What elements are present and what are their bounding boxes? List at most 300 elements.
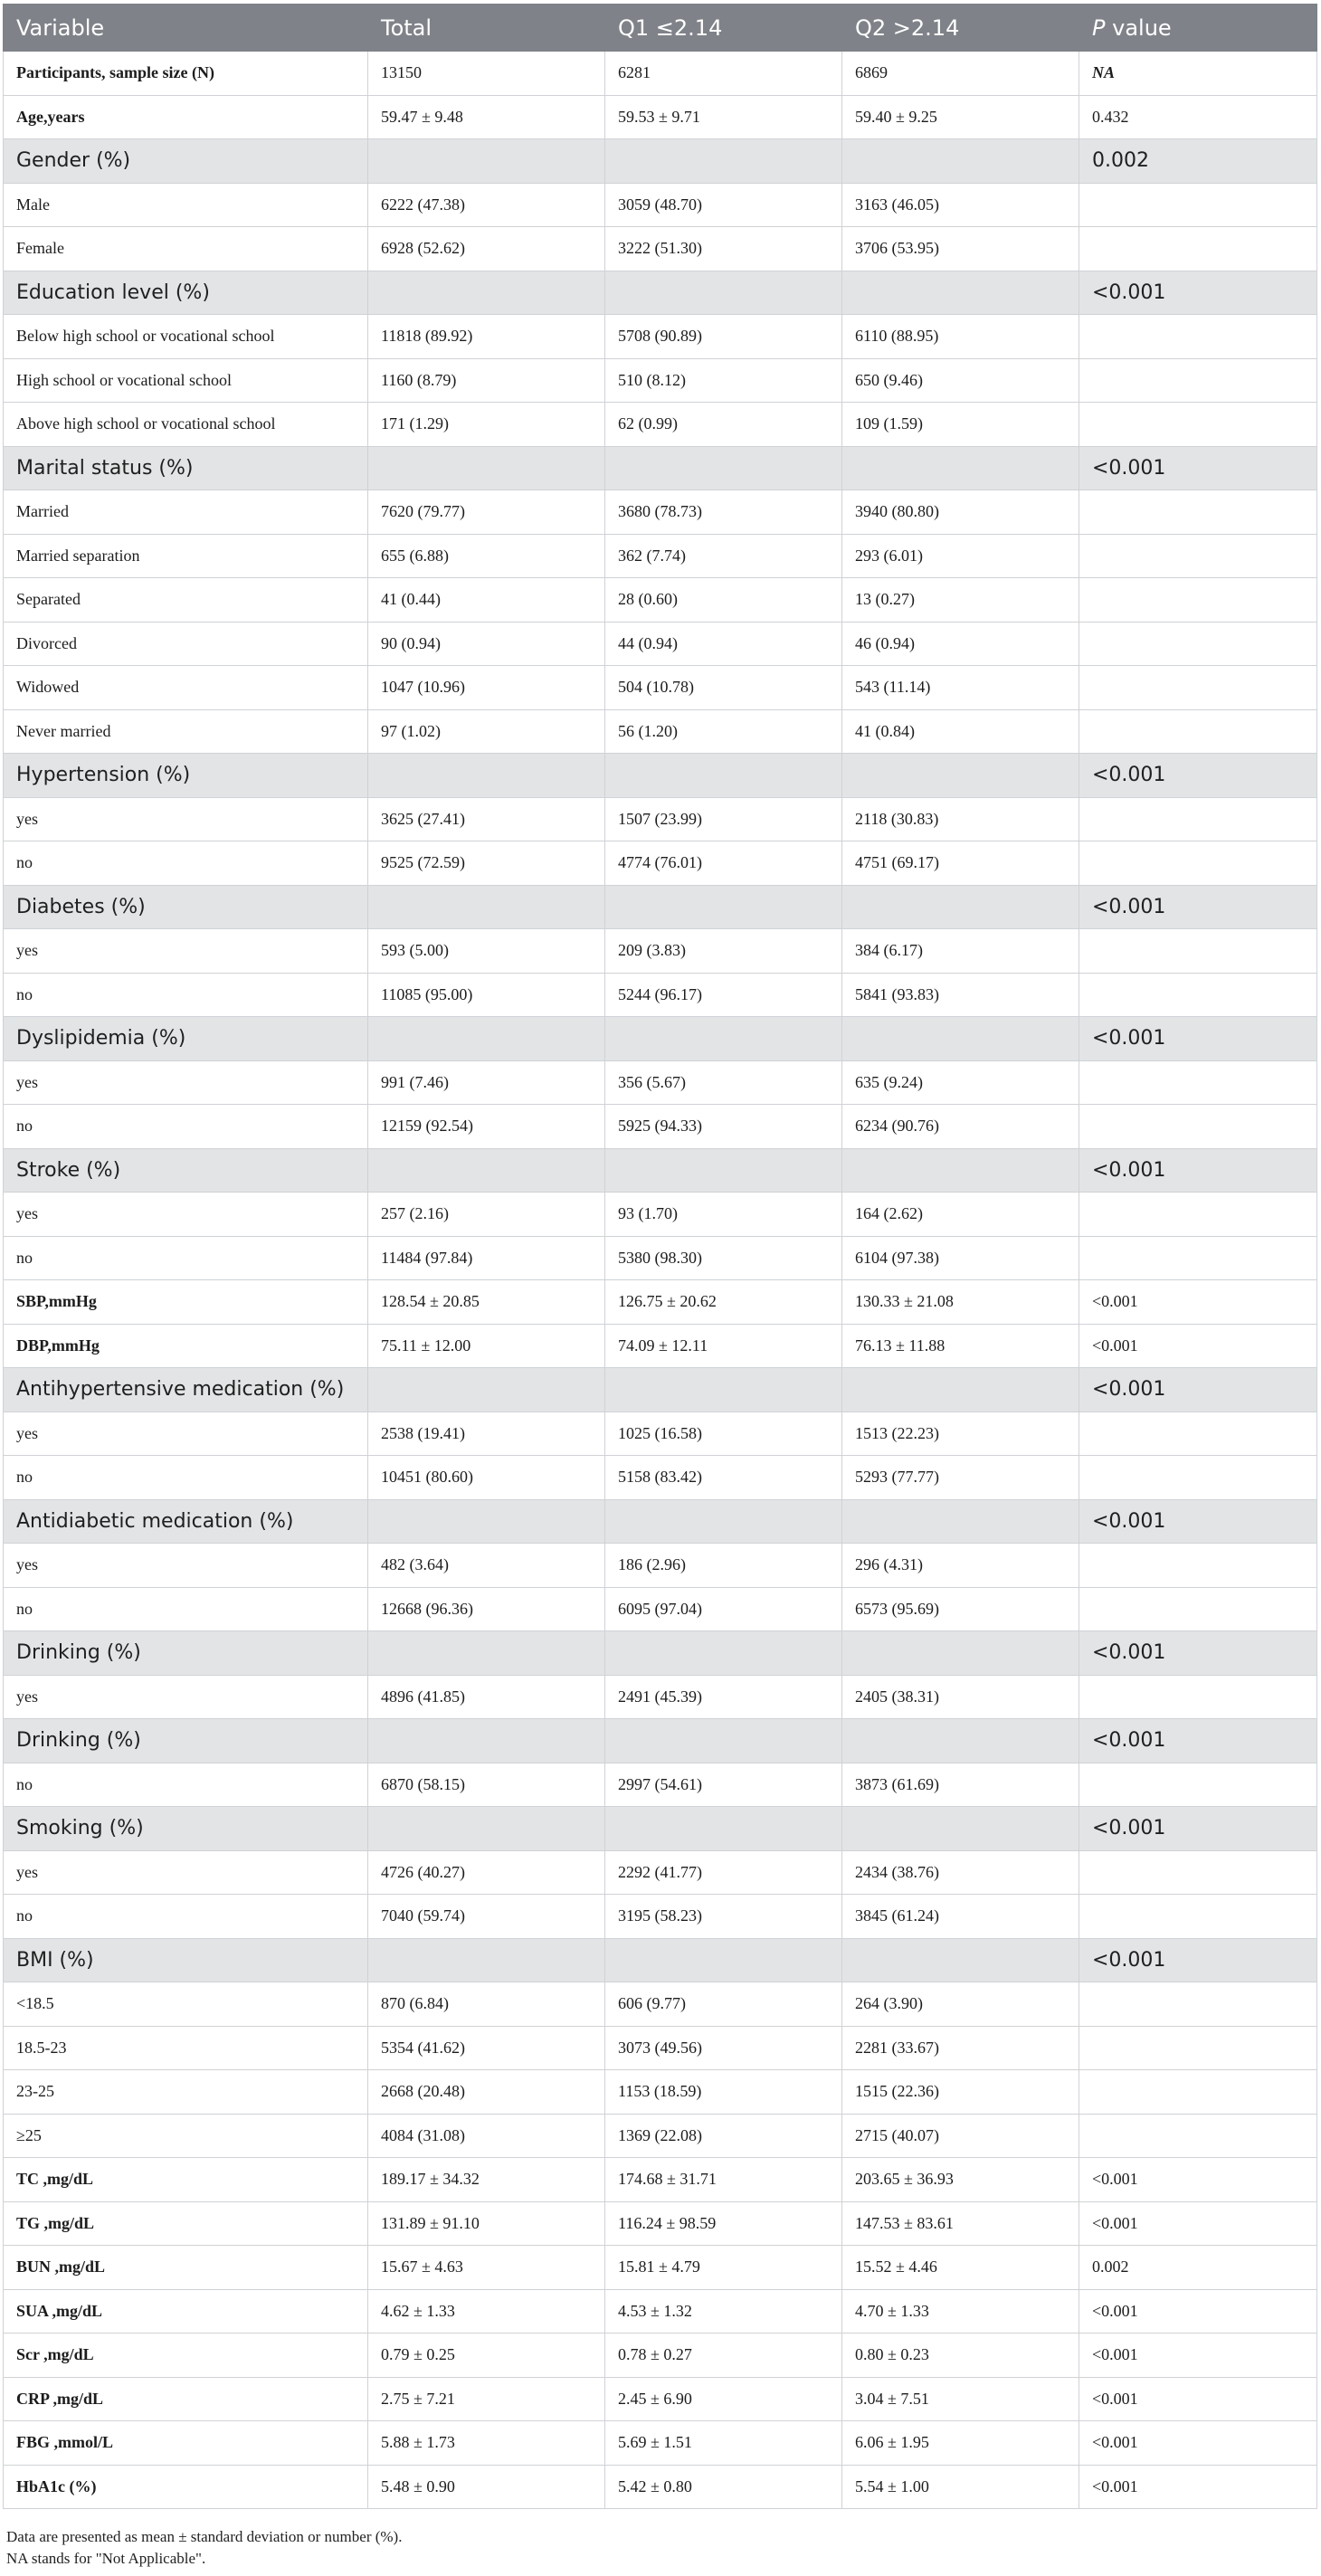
cell-q2: 4.70 ± 1.33	[842, 2289, 1079, 2334]
table-row	[4, 2246, 1317, 2290]
row-label: no	[4, 1105, 368, 1149]
cell-q2: 109 (1.59)	[842, 403, 1079, 447]
cell-total: 2.75 ± 7.21	[368, 2377, 605, 2421]
cell-q2: 6573 (95.69)	[842, 1587, 1079, 1631]
cell-total	[368, 1938, 605, 1982]
row-label: Stroke (%)	[4, 1148, 368, 1193]
cell-total: 189.17 ± 34.32	[368, 2158, 605, 2202]
cell-q1: 3222 (51.30)	[605, 227, 842, 271]
table-row	[4, 358, 1317, 403]
cell-p-value	[1079, 1456, 1317, 1500]
cell-q2	[842, 1631, 1079, 1676]
cell-q1: 5.69 ± 1.51	[605, 2421, 842, 2466]
cell-q1: 6281	[605, 52, 842, 96]
cell-q1: 5925 (94.33)	[605, 1105, 842, 1149]
cell-total: 13150	[368, 52, 605, 96]
cell-q1: 186 (2.96)	[605, 1544, 842, 1588]
row-label: yes	[4, 1544, 368, 1588]
table-row	[4, 1982, 1317, 2027]
cell-p-value: <0.001	[1079, 754, 1317, 798]
cell-q2: 41 (0.84)	[842, 709, 1079, 754]
cell-p-value	[1079, 973, 1317, 1017]
table-row	[4, 2334, 1317, 2378]
cell-total: 131.89 ± 91.10	[368, 2201, 605, 2246]
cell-q1: 28 (0.60)	[605, 578, 842, 623]
cell-total: 1047 (10.96)	[368, 666, 605, 710]
cell-p-value	[1079, 1412, 1317, 1456]
cell-p-value	[1079, 183, 1317, 227]
row-label: Gender (%)	[4, 139, 368, 184]
cell-q1	[605, 446, 842, 490]
cell-p-value	[1079, 2070, 1317, 2115]
cell-q2: 384 (6.17)	[842, 929, 1079, 974]
cell-p-value	[1079, 315, 1317, 359]
cell-q2: 296 (4.31)	[842, 1544, 1079, 1588]
cell-q2: 76.13 ± 11.88	[842, 1324, 1079, 1368]
table-row	[4, 666, 1317, 710]
section-row	[4, 1631, 1317, 1676]
header-variable: Variable	[4, 5, 368, 52]
section-row	[4, 1719, 1317, 1763]
cell-total: 2538 (19.41)	[368, 1412, 605, 1456]
cell-q1: 606 (9.77)	[605, 1982, 842, 2027]
cell-total: 9525 (72.59)	[368, 841, 605, 886]
row-label: 23-25	[4, 2070, 368, 2115]
cell-total	[368, 1499, 605, 1544]
table-row	[4, 1675, 1317, 1719]
cell-p-value: <0.001	[1079, 1631, 1317, 1676]
table-row	[4, 490, 1317, 535]
cell-p-value	[1079, 1982, 1317, 2027]
cell-q1: 2.45 ± 6.90	[605, 2377, 842, 2421]
table-row	[4, 797, 1317, 841]
row-label: TC ,mg/dL	[4, 2158, 368, 2202]
table-row	[4, 622, 1317, 666]
cell-p-value	[1079, 403, 1317, 447]
row-label: Married	[4, 490, 368, 535]
row-label: no	[4, 1895, 368, 1939]
row-label: Separated	[4, 578, 368, 623]
cell-total	[368, 754, 605, 798]
cell-p-value	[1079, 797, 1317, 841]
cell-p-value: <0.001	[1079, 1148, 1317, 1193]
table-row	[4, 709, 1317, 754]
cell-q1: 1025 (16.58)	[605, 1412, 842, 1456]
cell-q2	[842, 1807, 1079, 1851]
cell-q2: 6234 (90.76)	[842, 1105, 1079, 1149]
row-label: Female	[4, 227, 368, 271]
cell-total: 5.88 ± 1.73	[368, 2421, 605, 2466]
cell-q1	[605, 754, 842, 798]
row-label: no	[4, 1763, 368, 1807]
cell-p-value: <0.001	[1079, 2334, 1317, 2378]
table-row	[4, 2289, 1317, 2334]
cell-total: 0.79 ± 0.25	[368, 2334, 605, 2378]
row-label: BUN ,mg/dL	[4, 2246, 368, 2290]
header-p-value	[1079, 5, 1317, 52]
cell-q2	[842, 271, 1079, 315]
row-label: no	[4, 1456, 368, 1500]
cell-q1: 4774 (76.01)	[605, 841, 842, 886]
section-row	[4, 139, 1317, 184]
cell-total: 97 (1.02)	[368, 709, 605, 754]
cell-total: 6870 (58.15)	[368, 1763, 605, 1807]
cell-q1: 174.68 ± 31.71	[605, 2158, 842, 2202]
table-row	[4, 95, 1317, 139]
cell-total: 12159 (92.54)	[368, 1105, 605, 1149]
cell-q1: 3073 (49.56)	[605, 2026, 842, 2070]
cell-q2	[842, 1499, 1079, 1544]
cell-p-value	[1079, 929, 1317, 974]
row-label: Married separation	[4, 534, 368, 578]
cell-q2: 6869	[842, 52, 1079, 96]
cell-p-value	[1079, 709, 1317, 754]
table-row	[4, 2465, 1317, 2509]
cell-total: 870 (6.84)	[368, 1982, 605, 2027]
table-row	[4, 973, 1317, 1017]
cell-q2: 59.40 ± 9.25	[842, 95, 1079, 139]
cell-p-value	[1079, 1193, 1317, 1237]
section-row	[4, 446, 1317, 490]
table-body	[4, 52, 1317, 2509]
cell-total: 593 (5.00)	[368, 929, 605, 974]
row-label: Marital status (%)	[4, 446, 368, 490]
cell-p-value	[1079, 1060, 1317, 1105]
cell-p-value: 0.002	[1079, 2246, 1317, 2290]
cell-q2: 264 (3.90)	[842, 1982, 1079, 2027]
cell-p-value	[1079, 841, 1317, 886]
cell-q1	[605, 1148, 842, 1193]
cell-q2: 0.80 ± 0.23	[842, 2334, 1079, 2378]
baseline-table-container	[3, 4, 1316, 2509]
header-q2: Q2 >2.14	[842, 5, 1079, 52]
cell-q2: 3.04 ± 7.51	[842, 2377, 1079, 2421]
cell-total	[368, 139, 605, 184]
cell-q1: 93 (1.70)	[605, 1193, 842, 1237]
cell-q1	[605, 1938, 842, 1982]
row-label: SUA ,mg/dL	[4, 2289, 368, 2334]
cell-q1: 3680 (78.73)	[605, 490, 842, 535]
cell-q1: 3195 (58.23)	[605, 1895, 842, 1939]
cell-total: 482 (3.64)	[368, 1544, 605, 1588]
cell-q2: 130.33 ± 21.08	[842, 1280, 1079, 1325]
cell-q2: 3163 (46.05)	[842, 183, 1079, 227]
table-row	[4, 315, 1317, 359]
cell-p-value: <0.001	[1079, 2289, 1317, 2334]
cell-p-value: NA	[1079, 52, 1317, 96]
section-row	[4, 754, 1317, 798]
cell-total: 41 (0.44)	[368, 578, 605, 623]
cell-q1: 1507 (23.99)	[605, 797, 842, 841]
cell-total	[368, 1719, 605, 1763]
cell-total: 4084 (31.08)	[368, 2114, 605, 2158]
cell-p-value	[1079, 2026, 1317, 2070]
cell-q2: 4751 (69.17)	[842, 841, 1079, 886]
cell-q1: 1153 (18.59)	[605, 2070, 842, 2115]
cell-p-value	[1079, 2114, 1317, 2158]
row-label: yes	[4, 1193, 368, 1237]
cell-total: 257 (2.16)	[368, 1193, 605, 1237]
cell-q2	[842, 139, 1079, 184]
cell-q2: 164 (2.62)	[842, 1193, 1079, 1237]
row-label: TG ,mg/dL	[4, 2201, 368, 2246]
table-row	[4, 2201, 1317, 2246]
cell-q1: 6095 (97.04)	[605, 1587, 842, 1631]
cell-q1: 510 (8.12)	[605, 358, 842, 403]
table-row	[4, 2421, 1317, 2466]
cell-q2: 1515 (22.36)	[842, 2070, 1079, 2115]
cell-q1	[605, 1017, 842, 1061]
table-row	[4, 1193, 1317, 1237]
cell-q2: 147.53 ± 83.61	[842, 2201, 1079, 2246]
cell-q2: 650 (9.46)	[842, 358, 1079, 403]
cell-q1: 2997 (54.61)	[605, 1763, 842, 1807]
cell-q1: 5.42 ± 0.80	[605, 2465, 842, 2509]
footnote-na-definition: NA stands for "Not Applicable".	[6, 2550, 206, 2567]
cell-q1: 1369 (22.08)	[605, 2114, 842, 2158]
row-label: Below high school or vocational school	[4, 315, 368, 359]
table-row	[4, 1280, 1317, 1325]
cell-total: 4.62 ± 1.33	[368, 2289, 605, 2334]
cell-q1	[605, 1807, 842, 1851]
row-label: Education level (%)	[4, 271, 368, 315]
row-label: HbA1c (%)	[4, 2465, 368, 2509]
cell-p-value	[1079, 1544, 1317, 1588]
cell-total: 2668 (20.48)	[368, 2070, 605, 2115]
cell-q1: 4.53 ± 1.32	[605, 2289, 842, 2334]
cell-q2: 6110 (88.95)	[842, 315, 1079, 359]
row-label: Drinking (%)	[4, 1719, 368, 1763]
cell-total: 128.54 ± 20.85	[368, 1280, 605, 1325]
cell-q2	[842, 754, 1079, 798]
cell-q2: 2715 (40.07)	[842, 2114, 1079, 2158]
cell-q1	[605, 271, 842, 315]
cell-p-value: <0.001	[1079, 1017, 1317, 1061]
cell-q2: 3706 (53.95)	[842, 227, 1079, 271]
cell-q1: 5380 (98.30)	[605, 1236, 842, 1280]
table-row	[4, 1105, 1317, 1149]
cell-q2: 543 (11.14)	[842, 666, 1079, 710]
cell-p-value: <0.001	[1079, 2201, 1317, 2246]
row-label: no	[4, 841, 368, 886]
cell-p-value: <0.001	[1079, 1280, 1317, 1325]
table-row	[4, 1895, 1317, 1939]
cell-p-value: <0.001	[1079, 1499, 1317, 1544]
cell-q2: 5293 (77.77)	[842, 1456, 1079, 1500]
table-row	[4, 403, 1317, 447]
section-row	[4, 1017, 1317, 1061]
table-row	[4, 534, 1317, 578]
cell-q2: 3940 (80.80)	[842, 490, 1079, 535]
table-row	[4, 1850, 1317, 1895]
cell-total: 6928 (52.62)	[368, 227, 605, 271]
cell-total: 7620 (79.77)	[368, 490, 605, 535]
cell-q1: 2292 (41.77)	[605, 1850, 842, 1895]
cell-total: 11818 (89.92)	[368, 315, 605, 359]
cell-p-value: <0.001	[1079, 1938, 1317, 1982]
cell-total: 4726 (40.27)	[368, 1850, 605, 1895]
table-row	[4, 1456, 1317, 1500]
row-label: yes	[4, 1675, 368, 1719]
table-row	[4, 2114, 1317, 2158]
cell-q1	[605, 139, 842, 184]
table-row	[4, 227, 1317, 271]
cell-p-value: <0.001	[1079, 885, 1317, 929]
cell-p-value: <0.001	[1079, 271, 1317, 315]
cell-p-value	[1079, 1587, 1317, 1631]
footnote-data-presentation: Data are presented as mean ± standard deviation or number (%).	[6, 2528, 403, 2545]
cell-q2: 203.65 ± 36.93	[842, 2158, 1079, 2202]
table-row	[4, 1412, 1317, 1456]
cell-p-value	[1079, 578, 1317, 623]
cell-total: 11484 (97.84)	[368, 1236, 605, 1280]
row-label: no	[4, 1587, 368, 1631]
cell-q2: 3845 (61.24)	[842, 1895, 1079, 1939]
cell-total: 90 (0.94)	[368, 622, 605, 666]
row-label: Drinking (%)	[4, 1631, 368, 1676]
cell-q1: 5708 (90.89)	[605, 315, 842, 359]
cell-p-value: <0.001	[1079, 2158, 1317, 2202]
table-row	[4, 1236, 1317, 1280]
cell-q1: 56 (1.20)	[605, 709, 842, 754]
cell-p-value	[1079, 534, 1317, 578]
cell-p-value: <0.001	[1079, 1324, 1317, 1368]
cell-total: 171 (1.29)	[368, 403, 605, 447]
row-label: Divorced	[4, 622, 368, 666]
cell-q1: 74.09 ± 12.11	[605, 1324, 842, 1368]
row-label: yes	[4, 1060, 368, 1105]
row-label: yes	[4, 1412, 368, 1456]
row-label: <18.5	[4, 1982, 368, 2027]
row-label: yes	[4, 1850, 368, 1895]
section-row	[4, 1807, 1317, 1851]
cell-p-value: 0.002	[1079, 139, 1317, 184]
cell-p-value: 0.432	[1079, 95, 1317, 139]
cell-p-value: <0.001	[1079, 2465, 1317, 2509]
table-row	[4, 1324, 1317, 1368]
cell-total	[368, 1807, 605, 1851]
table-row	[4, 929, 1317, 974]
cell-total	[368, 1631, 605, 1676]
cell-q2	[842, 1938, 1079, 1982]
row-label: DBP,mmHg	[4, 1324, 368, 1368]
row-label: Smoking (%)	[4, 1807, 368, 1851]
table-row	[4, 2158, 1317, 2202]
row-label: FBG ,mmol/L	[4, 2421, 368, 2466]
row-label: Above high school or vocational school	[4, 403, 368, 447]
row-label: BMI (%)	[4, 1938, 368, 1982]
row-label: yes	[4, 929, 368, 974]
cell-total	[368, 1017, 605, 1061]
header-p-letter: P	[1092, 14, 1106, 41]
cell-q2	[842, 446, 1079, 490]
table-row	[4, 2377, 1317, 2421]
cell-q2: 2118 (30.83)	[842, 797, 1079, 841]
section-row	[4, 1938, 1317, 1982]
cell-p-value	[1079, 1850, 1317, 1895]
table-row	[4, 2026, 1317, 2070]
row-label: Antidiabetic medication (%)	[4, 1499, 368, 1544]
table-row	[4, 2070, 1317, 2115]
row-label: Participants, sample size (N)	[4, 52, 368, 96]
cell-q2	[842, 885, 1079, 929]
section-row	[4, 1499, 1317, 1544]
section-row	[4, 885, 1317, 929]
table-row	[4, 52, 1317, 96]
cell-q1: 0.78 ± 0.27	[605, 2334, 842, 2378]
row-label: Dyslipidemia (%)	[4, 1017, 368, 1061]
row-label: CRP ,mg/dL	[4, 2377, 368, 2421]
cell-q1: 209 (3.83)	[605, 929, 842, 974]
cell-q1	[605, 1631, 842, 1676]
cell-total: 5.48 ± 0.90	[368, 2465, 605, 2509]
cell-q1: 44 (0.94)	[605, 622, 842, 666]
cell-p-value	[1079, 1105, 1317, 1149]
cell-total: 75.11 ± 12.00	[368, 1324, 605, 1368]
cell-q2: 5.54 ± 1.00	[842, 2465, 1079, 2509]
cell-p-value: <0.001	[1079, 1368, 1317, 1412]
cell-q1: 15.81 ± 4.79	[605, 2246, 842, 2290]
row-label: 18.5-23	[4, 2026, 368, 2070]
cell-p-value	[1079, 227, 1317, 271]
cell-q2: 5841 (93.83)	[842, 973, 1079, 1017]
table-row	[4, 1587, 1317, 1631]
cell-p-value	[1079, 1236, 1317, 1280]
cell-total: 11085 (95.00)	[368, 973, 605, 1017]
row-label: Age,years	[4, 95, 368, 139]
cell-p-value	[1079, 1675, 1317, 1719]
baseline-characteristics-table	[3, 4, 1317, 2509]
cell-total: 6222 (47.38)	[368, 183, 605, 227]
cell-total	[368, 1368, 605, 1412]
cell-total	[368, 885, 605, 929]
cell-q1: 2491 (45.39)	[605, 1675, 842, 1719]
cell-total: 3625 (27.41)	[368, 797, 605, 841]
cell-total: 7040 (59.74)	[368, 1895, 605, 1939]
cell-p-value	[1079, 358, 1317, 403]
cell-q1: 126.75 ± 20.62	[605, 1280, 842, 1325]
cell-total	[368, 1148, 605, 1193]
cell-q1: 116.24 ± 98.59	[605, 2201, 842, 2246]
cell-q2: 293 (6.01)	[842, 534, 1079, 578]
cell-p-value: <0.001	[1079, 2377, 1317, 2421]
section-row	[4, 271, 1317, 315]
cell-q1: 59.53 ± 9.71	[605, 95, 842, 139]
cell-q1	[605, 1719, 842, 1763]
table-header-row	[4, 5, 1317, 52]
cell-total	[368, 271, 605, 315]
table-row	[4, 183, 1317, 227]
row-label: yes	[4, 797, 368, 841]
cell-p-value	[1079, 490, 1317, 535]
cell-total: 10451 (80.60)	[368, 1456, 605, 1500]
row-label: Never married	[4, 709, 368, 754]
cell-q2	[842, 1719, 1079, 1763]
cell-q2	[842, 1368, 1079, 1412]
header-total: Total	[368, 5, 605, 52]
cell-q2: 6.06 ± 1.95	[842, 2421, 1079, 2466]
row-label: Male	[4, 183, 368, 227]
cell-p-value: <0.001	[1079, 1719, 1317, 1763]
section-row	[4, 1368, 1317, 1412]
cell-q2: 6104 (97.38)	[842, 1236, 1079, 1280]
cell-total: 1160 (8.79)	[368, 358, 605, 403]
cell-q2: 2281 (33.67)	[842, 2026, 1079, 2070]
cell-q1: 5244 (96.17)	[605, 973, 842, 1017]
row-label: High school or vocational school	[4, 358, 368, 403]
cell-p-value	[1079, 622, 1317, 666]
cell-total: 5354 (41.62)	[368, 2026, 605, 2070]
